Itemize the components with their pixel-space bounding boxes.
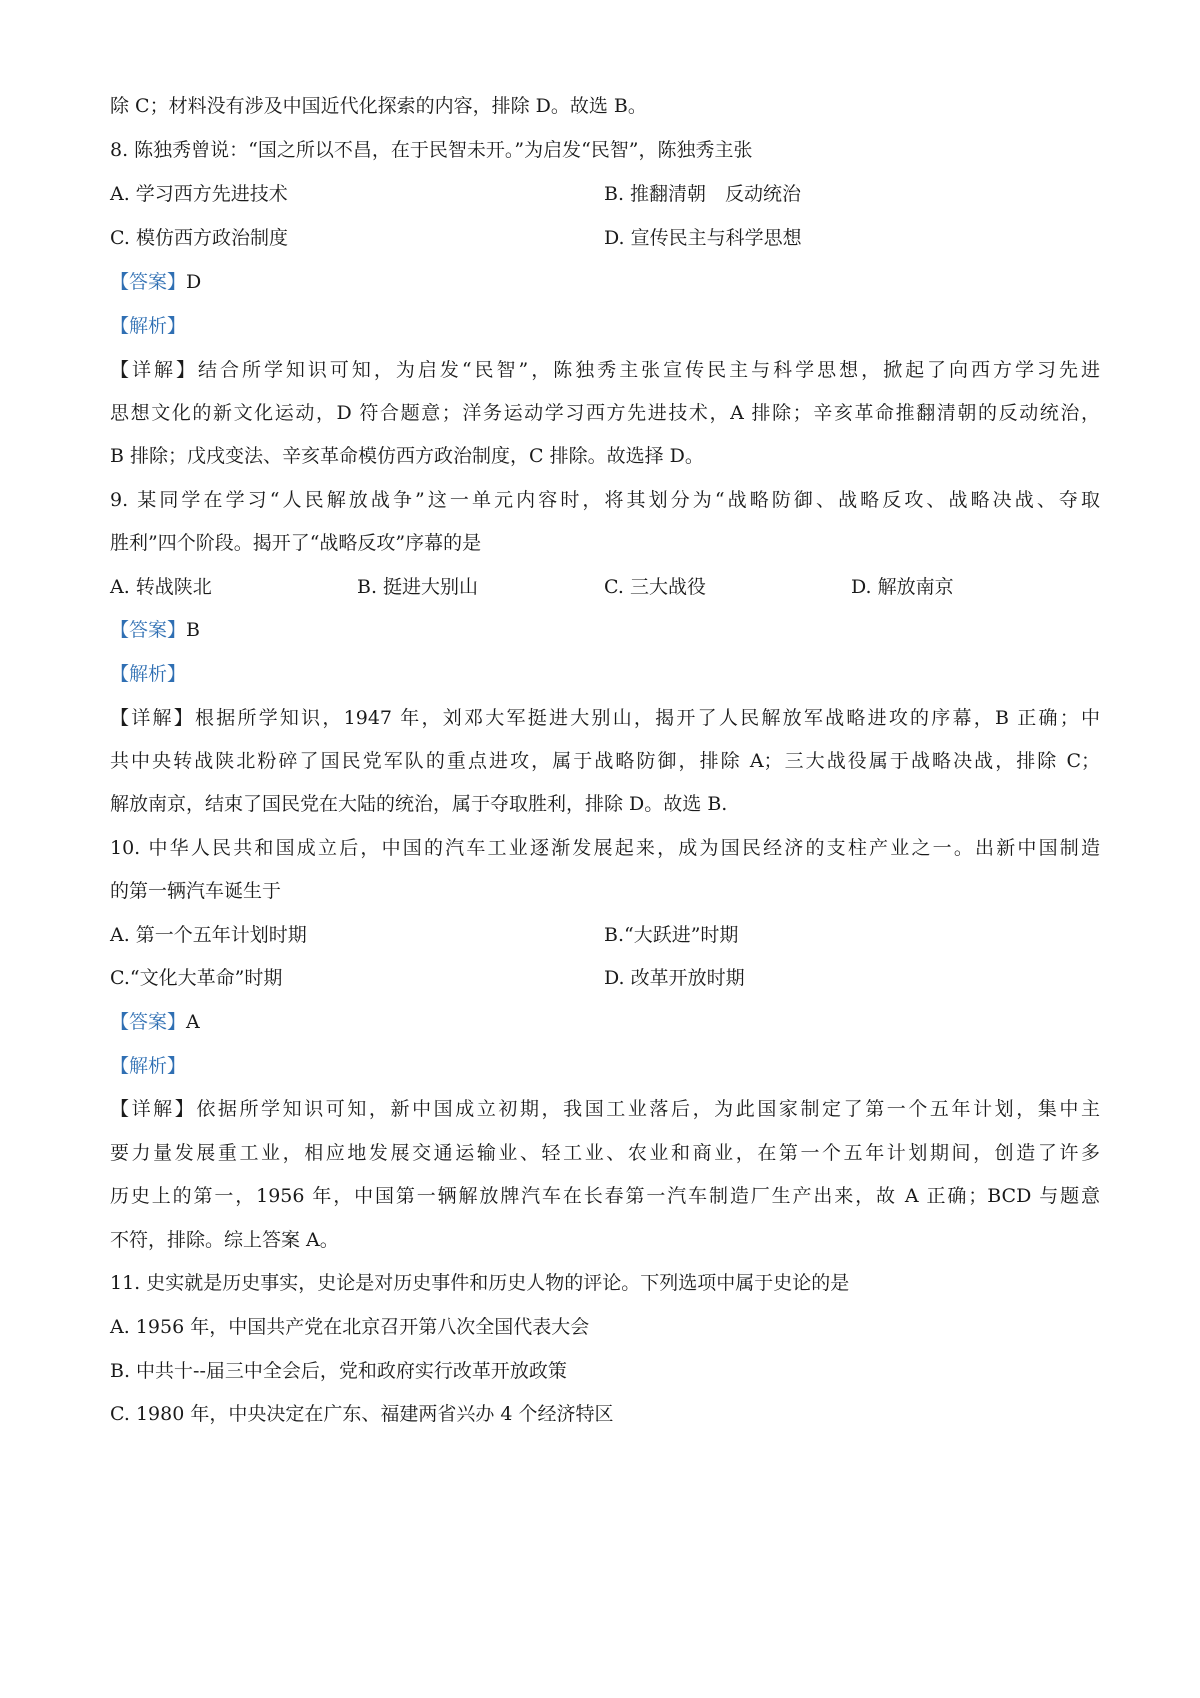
q10-option-d: D. 改革开放时期	[604, 967, 745, 989]
q8-option-a: A. 学习西方先进技术	[110, 183, 288, 205]
q11-option-c: C. 1980 年，中央决定在广东、福建两省兴办 4 个经济特区	[110, 1403, 614, 1425]
q10-stem-line-1: 10. 中华人民共和国成立后，中国的汽车工业逐渐发展起来，成为国民经济的支柱产业之一。出新中国制造	[110, 837, 1100, 859]
answer-label: 【答案】	[110, 1011, 187, 1033]
q8-stem: 8. 陈独秀曾说：“国之所以不昌，在于民智未开。”为启发“民智”，陈独秀主张	[110, 139, 753, 161]
q10-stem-line-2: 的第一辆汽车诞生于	[110, 880, 282, 902]
q10-detail-line-4: 不符，排除。综上答案 A。	[110, 1229, 339, 1251]
q9-option-b: B. 挺进大别山	[357, 576, 479, 598]
answer-label: 【答案】	[110, 271, 187, 293]
q10-analysis	[110, 1054, 186, 1078]
q9-option-c: C. 三大战役	[604, 576, 706, 598]
answer-label: 【答案】	[110, 619, 187, 641]
q8-detail-line-3: B 排除；戊戌变法、辛亥革命模仿西方政治制度，C 排除。故选择 D。	[110, 445, 704, 467]
analysis-label: 【解析】	[110, 315, 187, 337]
q9-detail-line-2: 共中央转战陕北粉碎了国民党军队的重点进攻，属于战略防御，排除 A；三大战役属于战略决战，排除 C；	[110, 750, 1100, 772]
q9-answer	[110, 618, 200, 642]
prev-answer-tail: 除 C；材料没有涉及中国近代化探索的内容，排除 D。故选 B。	[110, 95, 647, 117]
detail-label: 【详解】	[110, 707, 195, 729]
q9-analysis	[110, 662, 186, 686]
q11-option-a: A. 1956 年，中国共产党在北京召开第八次全国代表大会	[110, 1316, 590, 1338]
q8-analysis	[110, 314, 186, 338]
q8-answer	[110, 270, 201, 294]
q9-detail-line-3: 解放南京，结束了国民党在大陆的统治，属于夺取胜利，排除 D。故选 B.	[110, 793, 728, 815]
q8-detail-line-2: 思想文化的新文化运动，D 符合题意；洋务运动学习西方先进技术，A 排除；辛亥革命推翻清朝的反动统治，	[110, 402, 1100, 424]
q10-option-a: A. 第一个五年计划时期	[110, 924, 307, 946]
q10-option-b: B.“大跃进”时期	[604, 924, 739, 946]
q10-detail-line-1: 【详解】依据所学知识可知，新中国成立初期，我国工业落后，为此国家制定了第一个五年计划，集中主	[110, 1098, 1100, 1120]
detail-label: 【详解】	[110, 359, 198, 381]
q9-option-d: D. 解放南京	[851, 576, 954, 598]
q11-stem: 11. 史实就是历史事实，史论是对历史事件和历史人物的评论。下列选项中属于史论的是	[110, 1272, 850, 1294]
q10-option-c: C.“文化大革命”时期	[110, 967, 283, 989]
q8-option-c: C. 模仿西方政治制度	[110, 227, 288, 249]
analysis-label: 【解析】	[110, 663, 187, 685]
q8-detail-line-1: 【详解】结合所学知识可知，为启发“民智”，陈独秀主张宣传民主与科学思想，掀起了向西方学习先进	[110, 359, 1100, 381]
q10-detail-line-2: 要力量发展重工业，相应地发展交通运输业、轻工业、农业和商业，在第一个五年计划期间，创造了许多	[110, 1142, 1100, 1164]
detail-label: 【详解】	[110, 1098, 197, 1120]
q8-answer-value: D	[186, 271, 202, 293]
q9-option-a: A. 转战陕北	[110, 576, 212, 598]
q9-stem-line-1: 9. 某同学在学习“人民解放战争”这一单元内容时，将其划分为“战略防御、战略反攻、战略决战、夺取	[110, 489, 1100, 511]
q9-detail-line-1: 【详解】根据所学知识，1947 年，刘邓大军挺进大别山，揭开了人民解放军战略进攻的序幕，B 正确；中	[110, 707, 1100, 729]
q11-option-b: B. 中共十--届三中全会后，党和政府实行改革开放政策	[110, 1360, 567, 1382]
q8-option-d: D. 宣传民主与科学思想	[604, 227, 802, 249]
q10-detail-line-3: 历史上的第一，1956 年，中国第一辆解放牌汽车在长春第一汽车制造厂生产出来，故 A 正确；BCD 与题意	[110, 1185, 1100, 1207]
analysis-label: 【解析】	[110, 1055, 187, 1077]
q8-option-b: B. 推翻清朝 反动统治	[604, 183, 802, 205]
q9-answer-value: B	[186, 619, 200, 641]
q9-stem-line-2: 胜利”四个阶段。揭开了“战略反攻”序幕的是	[110, 532, 482, 554]
q10-answer	[110, 1010, 200, 1034]
q10-answer-value: A	[186, 1011, 200, 1033]
